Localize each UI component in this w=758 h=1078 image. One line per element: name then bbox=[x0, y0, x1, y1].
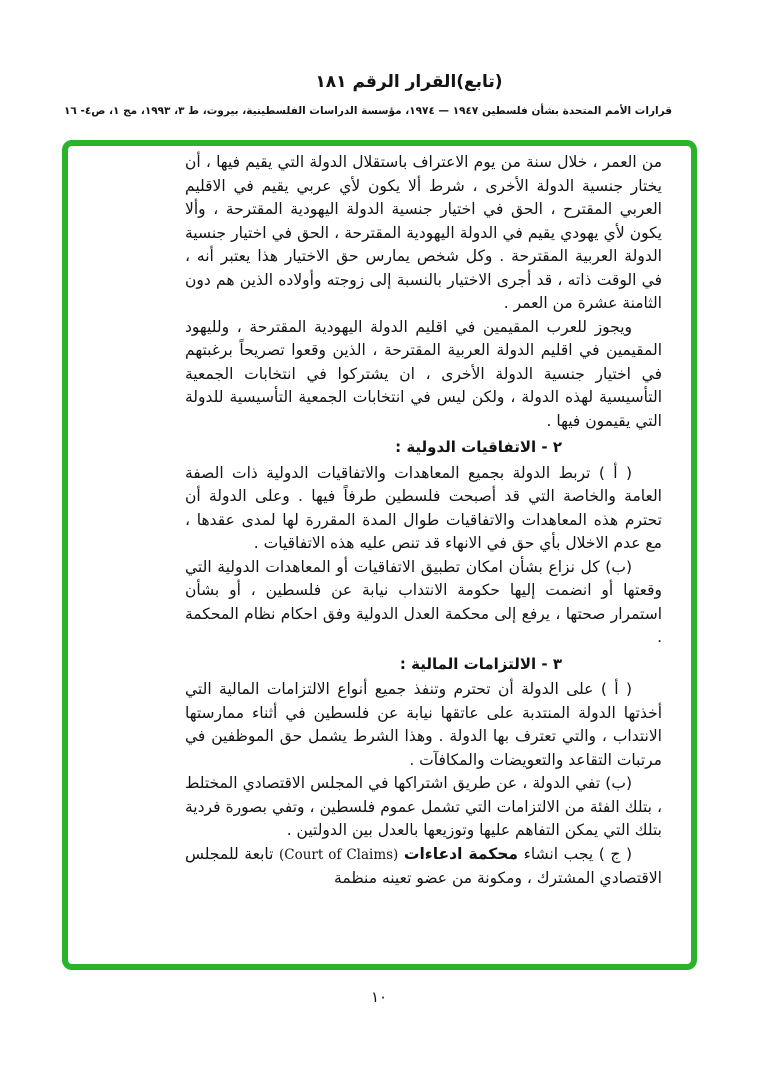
page-title: (تابع)القرار الرقم ١٨١ bbox=[315, 72, 503, 92]
court-paragraph-rest: تابعة للمجلس الاقتصادي المشترك ، ومكونة من عضو تعينه منظمة bbox=[185, 844, 662, 887]
court-of-claims-latin-term: (Court of Claims) bbox=[279, 846, 399, 863]
section-heading-international-agreements: ٢ - الاتفاقيات الدولية : bbox=[395, 438, 562, 456]
document-body bbox=[185, 151, 662, 891]
citation-line: قرارات الأمم المتحدة بشأن فلسطين ١٩٤٧ — ١٩٧٤، مؤسسة الدراسات الفلسطينية، بيروت، ط ٣، ١٩٩٣، مج ١، ص٤- ١٦ bbox=[63, 105, 672, 117]
paragraph-choice-of-citizenship: من العمر ، خلال سنة من يوم الاعتراف باستقلال الدولة التي يقيم فيها ، أن يختار جنسية الدولة الأخرى ، شرط ألا يكون لأي عربي يقيم في الاقليم العربي المقترح ، الحق في اختيار جنسية الدولة اليهودية المقترحة ، وألا يكون لأي يهودي يقيم في الدولة اليهودية المقترحة ، الحق في اختيار جنسية الدولة العربية المقترحة . وكل شخص يمارس حق الاختيار هذا يعتبر أنه ، في الوقت ذاته ، قد أجرى الاختيار بالنسبة إلى زوجته وأولاده الذين هم دون الثامنة عشرة من العمر . bbox=[185, 153, 662, 312]
paragraph-court-of-claims bbox=[185, 843, 662, 891]
paragraph-financial-a: ( أ ) على الدولة أن تحترم وتنفذ جميع أنواع الالتزامات المالية التي أخذتها الدولة المنتدبة على عاتقها نيابة عن فلسطين في أثناء ممارستها الانتداب ، والتي تعترف بها الدولة . وهذا الشرط يشمل حق الموظفين في مرتبات التقاعد والتعويضات والمكافآت . bbox=[185, 680, 662, 769]
section-heading-financial-obligations: ٣ - الالتزامات المالية : bbox=[399, 654, 562, 673]
paragraph-financial-b: (ب) تفي الدولة ، عن طريق اشتراكها في المجلس الاقتصادي المختلط ، بتلك الفئة من الالتزامات التي تشمل عموم فلسطين ، وتفي بصورة فردية بتلك التي يمكن التفاهم عليها وتوزيعها بالعدل بين الدولتين . bbox=[185, 774, 662, 839]
page-number: ١٠ bbox=[370, 988, 388, 1006]
court-paragraph-prefix: ( ج ) يجب انشاء bbox=[518, 844, 632, 863]
highlight-box bbox=[62, 140, 697, 970]
paragraph-treaties-b: (ب) كل نزاع بشأن امكان تطبيق الاتفاقيات أو المعاهدات الدولية التي وقعتها أو انضمت إليها حكومة الانتداب نيابة عن فلسطين ، أو بشأن استمرار صحتها ، يرفع إلى محكمة العدل الدولية وفق احكام نظام المحكمة . bbox=[185, 557, 662, 646]
paragraph-treaties-a: ( أ ) تربط الدولة بجميع المعاهدات والاتفاقيات الدولية ذات الصفة العامة والخاصة التي قد أصبحت فلسطين طرفاً فيها . وعلى الدولة أن تحترم هذه المعاهدات والاتفاقيات طوال المدة المقررة لها لمدى عقدها ، مع عدم الاخلال بأي حق في الانهاء قد تنص عليه هذه الاتفاقيات . bbox=[185, 463, 662, 552]
paragraph-constituent-assembly-elections: ويجوز للعرب المقيمين في اقليم الدولة اليهودية المقترحة ، ولليهود المقيمين في اقليم الدولة العربية المقترحة ، الذين وقعوا تصريحاً برغبتهم في اختيار جنسية الدولة الأخرى ، ان يشتركوا في انتخابات الجمعية التأسيسية لهذه الدولة ، ولكن ليس في انتخابات الجمعية التأسيسية للدولة التي يقيمون فيها . bbox=[185, 317, 662, 430]
court-of-claims-bold-term: محكمة ادعاءات bbox=[403, 844, 519, 863]
